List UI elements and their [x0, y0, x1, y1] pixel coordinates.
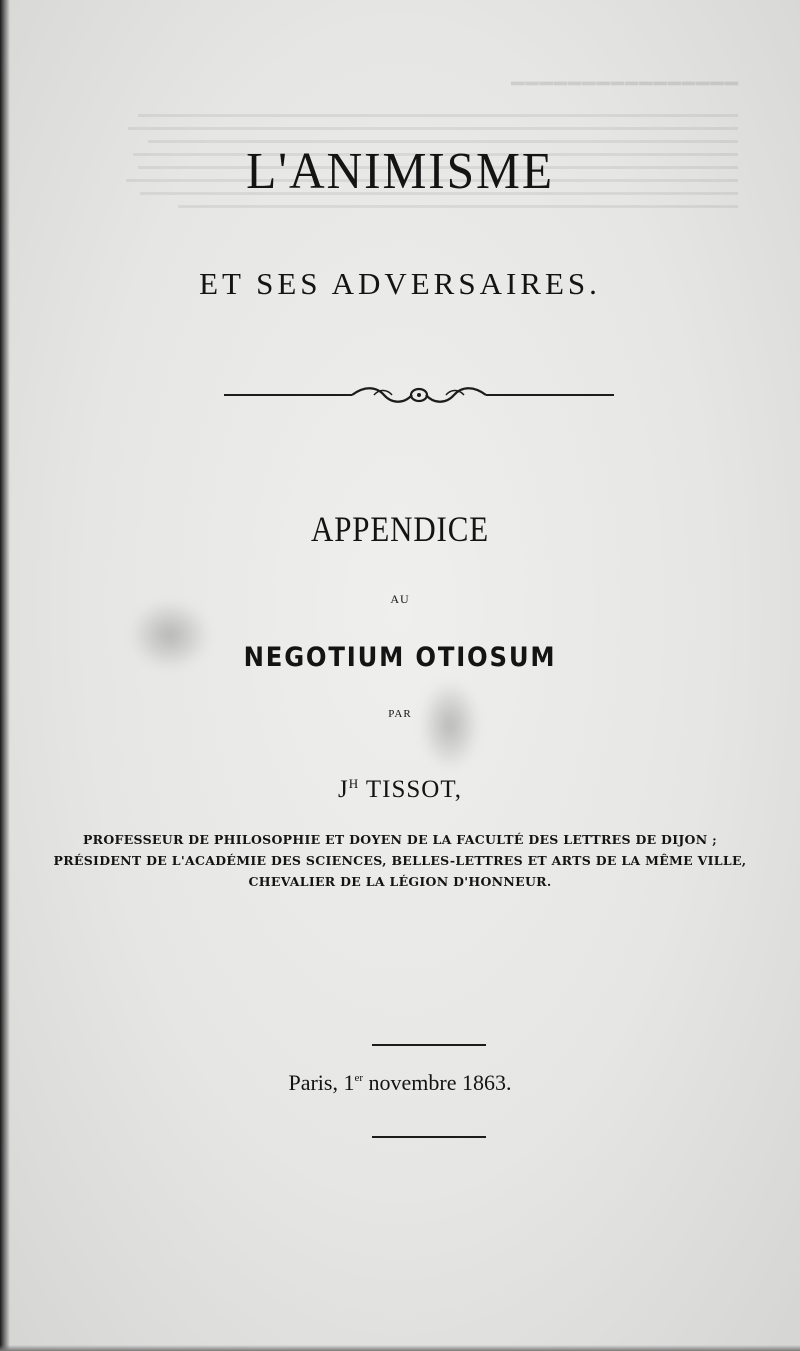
author-prefix: J — [337, 776, 349, 803]
smudge-mark — [420, 680, 480, 770]
book-subtitle: ET SES ADVERSAIRES. — [199, 266, 601, 301]
author-name — [0, 776, 800, 804]
page-edge — [0, 0, 10, 1351]
date-place: Paris, 1 — [288, 1070, 355, 1095]
appendix-heading: APPENDICE — [310, 509, 490, 549]
author-credential: CHEVALIER DE LA LÉGION D'HONNEUR. — [248, 874, 552, 889]
date-rest: novembre 1863. — [363, 1070, 512, 1095]
page-edge-bottom — [0, 1345, 800, 1351]
author-prefix-sup: H — [348, 776, 360, 791]
bleed-through: ━━━━━━━━━━━━━━━━ — [118, 64, 738, 218]
par-label: PAR — [388, 708, 412, 720]
date-sup: er — [354, 1072, 364, 1084]
work-title: NEGOTIUM OTIOSUM — [243, 642, 557, 673]
book-title: L'ANIMISME — [246, 143, 554, 200]
ornament-divider-icon — [224, 384, 614, 406]
divider-rule — [372, 1136, 486, 1138]
publication-date — [0, 1070, 800, 1096]
au-label: AU — [390, 592, 410, 606]
divider-rule — [372, 1044, 486, 1046]
author-credential: PROFESSEUR DE PHILOSOPHIE ET DOYEN DE LA FACULTÉ DES LETTRES DE DIJON ; — [82, 832, 718, 847]
author-surname: TISSOT, — [359, 776, 463, 803]
author-credential: PRÉSIDENT DE L'ACADÉMIE DES SCIENCES, BELLES-LETTRES ET ARTS DE LA MÊME VILLE, — [53, 853, 747, 868]
